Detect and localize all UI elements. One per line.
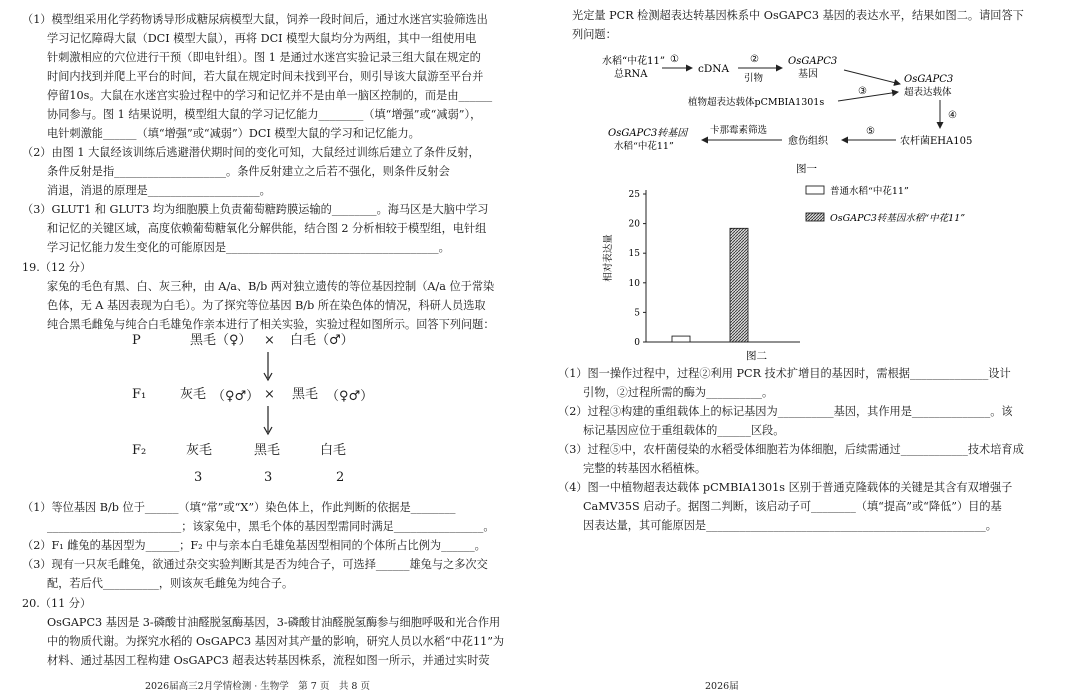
- p-male: 白毛（♂）: [290, 333, 354, 348]
- legend: [806, 185, 965, 224]
- text-line: （1）模型组采用化学药物诱导形成糖尿病模型大鼠，饲养一段时间后，通过水迷宫实验筛选出: [22, 13, 488, 26]
- flow-diagram: [600, 50, 1020, 180]
- text-line: OsGAPC3 基因是 3-磷酸甘油醛脱氢酶基因，3-磷酸甘油醛脱氢酶参与细胞呼吸和光合作用: [47, 616, 501, 629]
- bar-chart: [600, 180, 1010, 362]
- p-female: 黑毛（♀）: [190, 333, 252, 348]
- page-footer: 2026届: [705, 681, 739, 692]
- text-line: 针刺激相应的穴位进行干预（即电针组）。图 1 是通过水迷宫实验记录三组大鼠在规定的: [47, 51, 481, 64]
- down-arrow-icon: [262, 352, 274, 382]
- flow-node-final: OsGAPC3转基因: [608, 128, 688, 139]
- text-line: （2）F₁ 雌兔的基因型为______；F₂ 中与亲本白毛雄兔基因型相同的个体所占比例为______。: [22, 539, 486, 552]
- text-line: ________________________；该家兔中，黑毛个体的基因型需同时满足________________。: [47, 520, 495, 533]
- text-line: 材料、通过基因工程构建 OsGAPC3 超表达转基因株系，流程如图一所示，并通过实时荧: [47, 654, 490, 667]
- flow-node-cdna: cDNA: [698, 63, 730, 75]
- text-line: （3）现有一只灰毛雌兔，欲通过杂交实验判断其是否为纯合子，可选择______雄兔与之多次交: [22, 558, 488, 571]
- f2-ratio-white: 2: [336, 470, 345, 485]
- text-line: （4）图一中植物超表达载体 pCMBIA1301s 区别于普通克隆载体的关键是其含有双增强子: [558, 481, 1013, 494]
- y-ticks: [629, 190, 646, 348]
- f1-label: F₁: [132, 387, 147, 402]
- text-line: （2）过程③构建的重组载体上的标记基因为__________基因，其作用是______________。该: [558, 405, 1013, 418]
- step-4: ④: [948, 110, 957, 121]
- text-line: 家兔的毛色有黑、白、灰三种，由 A/a、B/b 两对独立遗传的等位基因控制（A/a 位于常染: [47, 280, 495, 293]
- y-tick-label: 15: [628, 249, 640, 260]
- flow-vector: 植物超表达载体pCMBIA1301s: [688, 97, 825, 108]
- step-6-label: 卡那霉素筛选: [710, 125, 768, 136]
- text-line: 时间内找到并爬上平台的时间，若大鼠在规定时间未找到平台，则引导该大鼠游至平台并: [47, 70, 484, 83]
- flow-node-oe: OsGAPC3: [904, 74, 954, 85]
- text-line: 和记忆的关键区域，高度依赖葡萄糖氧化分解供能，结合图 2 分析相较于模型组，电针组: [47, 222, 487, 235]
- flow-node-final-sub: 水稻“中花11”: [614, 141, 674, 152]
- y-tick-label: 25: [628, 190, 640, 200]
- f2-ratio-gray: 3: [194, 470, 203, 485]
- bar-normal-rice: [672, 336, 690, 342]
- text-line: （3）过程⑤中，农杆菌侵染的水稻受体细胞若为体细胞，后续需通过____________技术培育成: [558, 443, 1024, 456]
- text-line: （1）等位基因 B/b 位于______（填“常”或“X”）染色体上，作此判断的依据是________: [22, 501, 456, 514]
- step-3: ③: [858, 86, 867, 97]
- y-axis-label: 相对表达量: [603, 234, 614, 282]
- text-line: 消退，消退的原理是____________________。: [47, 184, 271, 197]
- f2-black: 黑毛: [254, 443, 281, 458]
- f2-white: 白毛: [320, 443, 347, 458]
- page-footer: 2026届高三2月学情检测 · 生物学 第 7 页 共 8 页: [145, 681, 370, 692]
- text-line: 列问题：: [572, 28, 617, 41]
- bar-transgenic-rice: [730, 228, 748, 342]
- text-line: 光定量 PCR 检测超表达转基因株系中 OsGAPC3 基因的表达水平，结果如图二。请回答下: [572, 9, 1024, 22]
- flow-node-gene-sub: 基因: [798, 69, 818, 80]
- legend-label-transgenic: OsGAPC3转基因水稻“中花11”: [830, 213, 966, 224]
- flow-arrow: [838, 92, 898, 101]
- f2-label: F₂: [132, 443, 147, 458]
- p-label: P: [132, 333, 141, 348]
- f1-black: 黑毛: [292, 387, 319, 402]
- f1-black-sex: （♀♂）: [326, 389, 374, 404]
- flow-arrow: [844, 70, 900, 84]
- text-line: 中的物质代谢。为探究水稻的 OsGAPC3 基因对其产量的影响，研究人员以水稻“中花11”为: [47, 635, 505, 648]
- cross-sign: ×: [264, 387, 275, 402]
- text-line: 协同参与。图 1 结果说明，模型组大鼠的学习记忆能力________（填“增强”或“减弱”），: [47, 108, 482, 121]
- text-line: （2）由图 1 大鼠经该训练后逃避潜伏期时间的变化可知，大鼠经过训练后建立了条件反射，: [22, 146, 480, 159]
- text-line: 停留10s。大鼠在水迷宫实验过程中的学习和记忆并不是由单一脑区控制的，而是由______: [47, 89, 493, 102]
- text-line: 学习记忆障碍大鼠（DCI 模型大鼠），再将 DCI 模型大鼠均分为两组，其中一组使用电: [47, 32, 477, 45]
- text-line: 条件反射是指____________________。条件反射建立之后若不强化，则条件反射会: [47, 165, 450, 178]
- f1-gray: 灰毛: [180, 387, 207, 402]
- text-line: 完整的转基因水稻植株。: [583, 462, 707, 475]
- question-number: 19.（12 分）: [22, 261, 92, 274]
- text-line: 标记基因应位于重组载体的______区段。: [583, 424, 785, 437]
- f2-ratio-black: 3: [264, 470, 273, 485]
- legend-swatch-normal: [806, 186, 824, 194]
- down-arrow-icon: [262, 406, 274, 436]
- y-tick-label: 10: [628, 278, 640, 289]
- flow-node-agro: 农杆菌EHA105: [900, 136, 973, 147]
- f1-gray-sex: （♀♂）: [212, 389, 260, 404]
- text-line: 配，若后代__________，则该灰毛雌兔为纯合子。: [47, 577, 294, 590]
- question-number: 20.（11 分）: [22, 597, 92, 610]
- flow-node-rna: 总RNA: [614, 69, 648, 80]
- f2-gray: 灰毛: [186, 443, 213, 458]
- text-line: 色体，无 A 基因表现为白毛）。为了探究等位基因 B/b 所在染色体的情况，科研人员选取: [47, 299, 486, 312]
- text-line: 电针刺激能______（填“增强”或“减弱”）DCI 模型大鼠的学习和记忆能力。: [47, 127, 420, 140]
- text-line: 纯合黑毛雌兔与纯合白毛雄兔作亲本进行了相关实验，实验过程如图所示。回答下列问题：: [47, 318, 495, 331]
- y-tick-label: 20: [628, 219, 640, 230]
- y-tick-label: 0: [634, 338, 640, 348]
- text-line: CaMV35S 启动子。据图二判断，该启动子可________（填“提高”或“降低”）目的基: [583, 500, 1002, 513]
- flow-node-rice: 水稻“中花11”: [602, 56, 665, 67]
- text-line: （1）图一操作过程中，过程②利用 PCR 技术扩增目的基因时，需根据______________设计: [558, 367, 1011, 380]
- step-2-label: 引物: [744, 73, 764, 84]
- legend-swatch-transgenic: [806, 213, 824, 221]
- legend-label-normal: 普通水稻“中花11”: [830, 186, 909, 197]
- figure-1-caption: 图一: [796, 163, 817, 175]
- step-2: ②: [750, 54, 759, 65]
- bars: [672, 228, 748, 342]
- text-line: 学习记忆能力发生变化的可能原因是______________________________________。: [47, 241, 450, 254]
- flow-node-callus: 愈伤组织: [788, 136, 828, 147]
- text-line: 引物，②过程所需的酶为__________。: [583, 386, 774, 399]
- figure-2-caption: 图二: [746, 350, 767, 362]
- y-tick-label: 5: [634, 308, 640, 319]
- text-line: 因表达量，其可能原因是__________________________________________________。: [583, 519, 997, 532]
- step-1: ①: [670, 54, 679, 65]
- flow-node-gene: OsGAPC3: [788, 56, 838, 67]
- step-5: ⑤: [866, 126, 875, 137]
- chart-axes: [646, 190, 800, 342]
- flow-node-oe-sub: 超表达载体: [904, 87, 952, 98]
- text-line: （3）GLUT1 和 GLUT3 均为细胞膜上负责葡萄糖跨膜运输的________。海马区是大脑中学习: [22, 203, 489, 216]
- right-page: [540, 0, 1080, 699]
- cross-sign: ×: [264, 333, 275, 348]
